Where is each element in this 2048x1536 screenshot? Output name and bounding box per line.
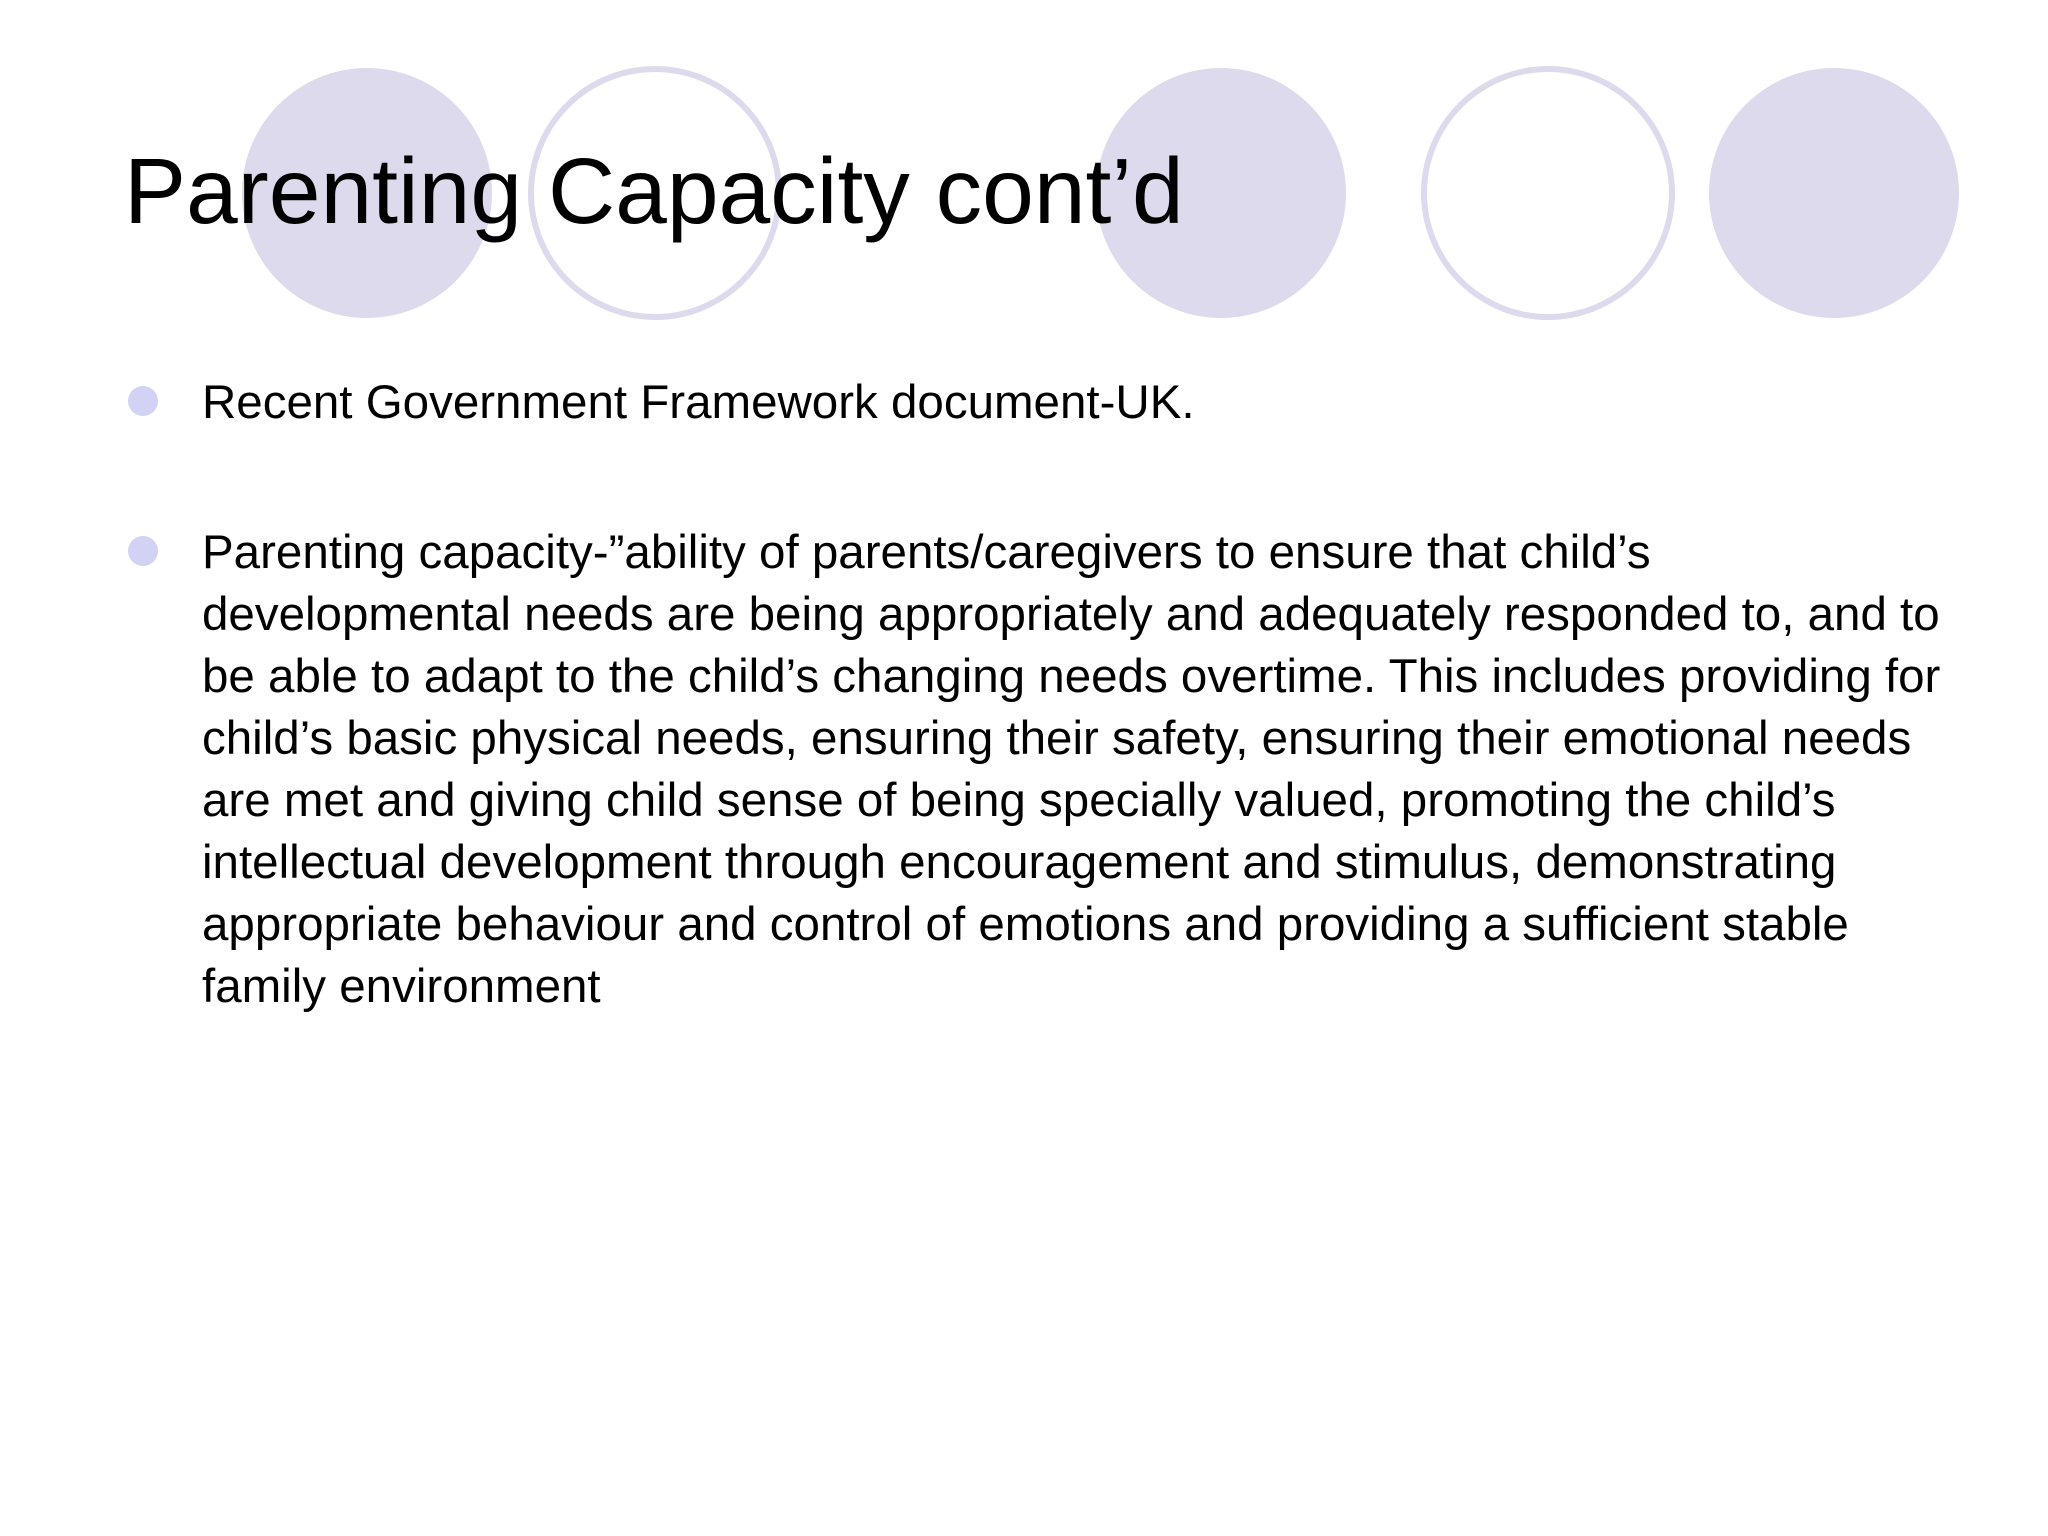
bullet-text: Recent Government Framework document-UK. bbox=[202, 376, 1195, 429]
filled-circle-3 bbox=[1709, 68, 1959, 318]
bullet-dot-icon bbox=[128, 536, 158, 566]
bullet-dot-icon bbox=[128, 386, 158, 416]
slide-title: Parenting Capacity cont’d bbox=[124, 139, 1184, 243]
bullet-text: Parenting capacity-”ability of parents/caregivers to ensure that child’s developmental needs are being appropriately and adequately responded to, and to be able to adapt to the child’s changing needs overtime. This includes providing for child’s basic physical needs, ensuring their safety, ensuring their emotional needs are met and giving child sense of being specially valued, promoting the child’s intellectual development through encouragement and stimulus, demonstrating appropriate behaviour and control of emotions and providing a sufficient stable family environment bbox=[202, 526, 1941, 1013]
outlined-circle-2 bbox=[1424, 69, 1672, 317]
